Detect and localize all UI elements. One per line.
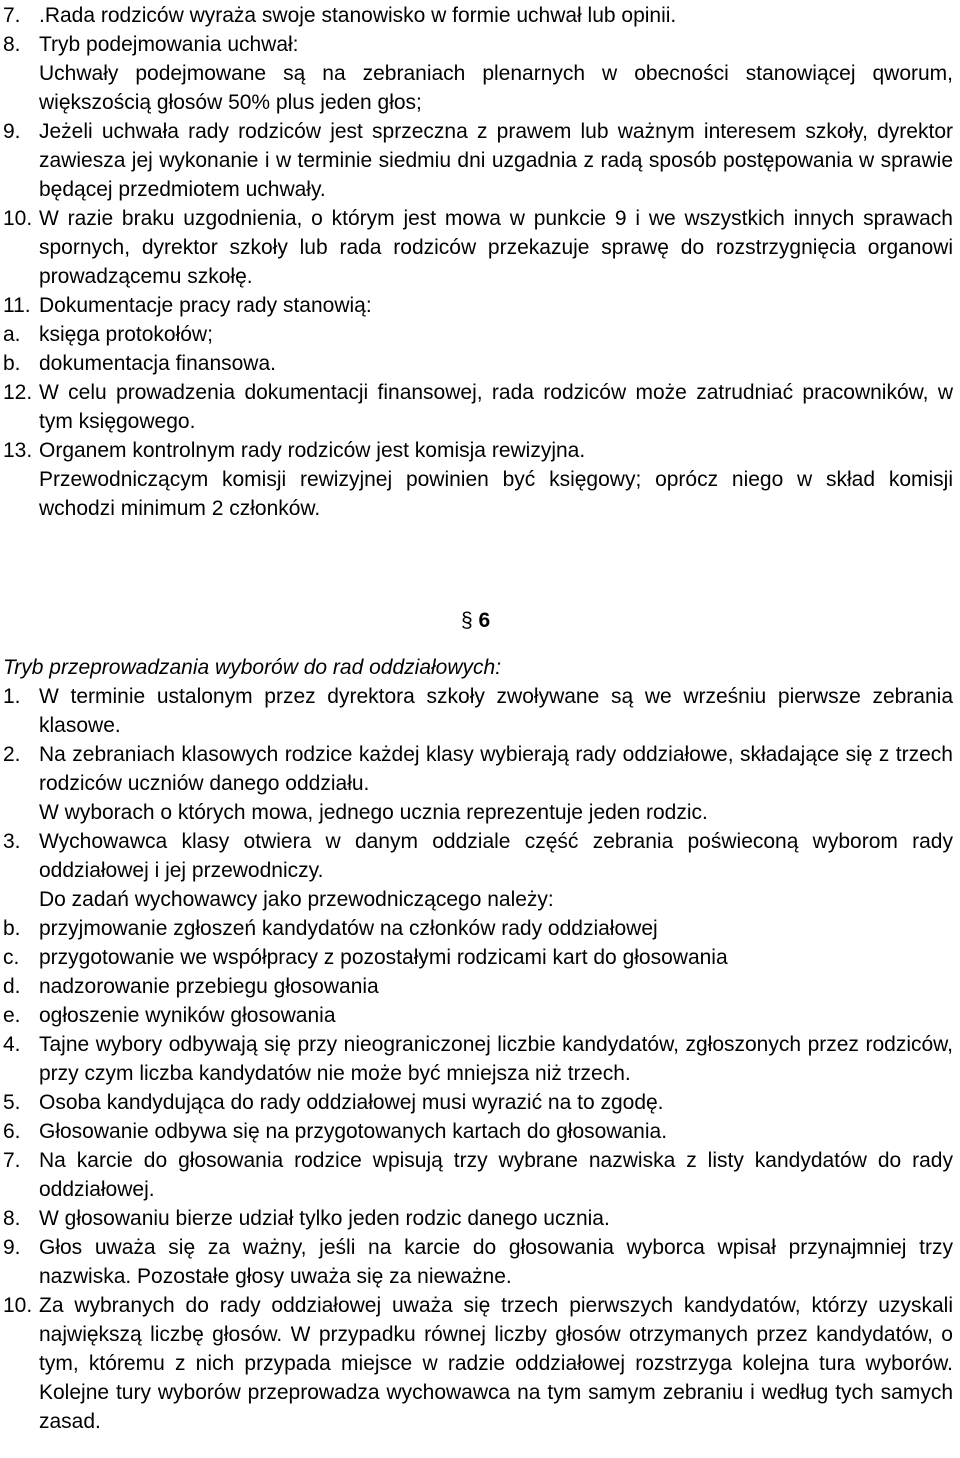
item-text: Dokumentacje pracy rady stanowią: bbox=[39, 294, 372, 317]
list-item bbox=[3, 972, 953, 1001]
list-item bbox=[3, 682, 953, 740]
item-number: 7. bbox=[3, 1149, 21, 1172]
item-continuation: Do zadań wychowawcy jako przewodniczącego należy: bbox=[39, 888, 554, 911]
item-text: Na zebraniach klasowych rodzice każdej klasy wybierają rady oddziałowe, składające się z trzech rodziców uczniów danego oddziału. bbox=[39, 743, 953, 795]
item-text: W głosowaniu bierze udział tylko jeden rodzic danego ucznia. bbox=[39, 1207, 610, 1230]
item-number: 2. bbox=[3, 743, 21, 766]
list-item bbox=[3, 1117, 953, 1146]
list-item bbox=[3, 1204, 953, 1233]
list-item bbox=[3, 30, 953, 59]
item-number: 5. bbox=[3, 1091, 21, 1114]
item-text: Na karcie do głosowania rodzice wpisują trzy wybrane nazwiska z listy kandydatów do rady oddziałowej. bbox=[39, 1149, 953, 1201]
section-heading bbox=[3, 605, 953, 643]
item-number: 4. bbox=[3, 1033, 21, 1056]
item-text: Tajne wybory odbywają się przy nieograniczonej liczbie kandydatów, zgłoszonych przez rodziców, przy czym liczba kandydatów nie może być mniejsza niż trzech. bbox=[39, 1033, 953, 1085]
list-item bbox=[3, 291, 953, 320]
list-item bbox=[3, 1, 953, 30]
item-text: dokumentacja finansowa. bbox=[39, 352, 276, 375]
item-number: 6. bbox=[3, 1120, 21, 1143]
item-text: ogłoszenie wyników głosowania bbox=[39, 1004, 336, 1027]
item-text: nadzorowanie przebiegu głosowania bbox=[39, 975, 379, 998]
list-item bbox=[3, 1030, 953, 1088]
item-text: Tryb podejmowania uchwał: bbox=[39, 33, 299, 56]
item-number: 10. bbox=[3, 207, 33, 230]
item-number: 8. bbox=[3, 1207, 21, 1230]
item-text: Za wybranych do rady oddziałowej uważa się trzech pierwszych kandydatów, którzy uzyskali największą liczbę głosów. W przypadku równej liczby głosów otrzymanych przez kandydatów, o tym, któremu z nich przypada miejsce w radzie oddziałowej rozstrzyga kolejna tura wyborów. Kolejne tury wyborów przeprowadza wychowawca na tym samym zebraniu i według tych samych zasad. bbox=[39, 1294, 953, 1433]
item-text: księga protokołów; bbox=[39, 323, 213, 346]
item-letter: b. bbox=[3, 917, 21, 940]
list-item bbox=[3, 117, 953, 204]
list-item bbox=[3, 1233, 953, 1291]
item-number: 9. bbox=[3, 1236, 21, 1259]
item-letter: e. bbox=[3, 1004, 21, 1027]
list-item bbox=[3, 204, 953, 291]
item-text: W celu prowadzenia dokumentacji finansowej, rada rodziców może zatrudniać pracowników, w tym księgowego. bbox=[39, 381, 953, 433]
list-item bbox=[3, 1001, 953, 1030]
item-text: przyjmowanie zgłoszeń kandydatów na członków rady oddziałowej bbox=[39, 917, 658, 940]
item-number: 11. bbox=[3, 294, 31, 317]
list-item bbox=[3, 943, 953, 972]
item-text: Jeżeli uchwała rady rodziców jest sprzeczna z prawem lub ważnym interesem szkoły, dyrektor zawiesza jej wykonanie i w terminie siedmiu dni uzgadnia z radą sposób postępowania w sprawie będącej przedmiotem uchwały. bbox=[39, 120, 953, 201]
item-continuation: Przewodniczącym komisji rewizyjnej powinien być księgowy; oprócz niego w skład komisji wchodzi minimum 2 członków. bbox=[39, 468, 953, 520]
item-number: 10. bbox=[3, 1294, 33, 1317]
item-continuation: W wyborach o których mowa, jednego ucznia reprezentuje jeden rodzic. bbox=[39, 801, 708, 824]
item-number: 9. bbox=[3, 120, 21, 143]
list-item bbox=[3, 1088, 953, 1117]
item-number: 3. bbox=[3, 830, 21, 853]
item-text: przygotowanie we współpracy z pozostałymi rodzicami kart do głosowania bbox=[39, 946, 728, 969]
list-item bbox=[3, 914, 953, 943]
item-number: 12. bbox=[3, 381, 33, 404]
item-text: Głos uważa się za ważny, jeśli na karcie do głosowania wyborca wpisał przynajmniej trzy nazwiska. Pozostałe głosy uważa się za nieważne. bbox=[39, 1236, 953, 1288]
item-text: Organem kontrolnym rady rodziców jest komisja rewizyjna. bbox=[39, 439, 586, 462]
list-item bbox=[3, 436, 953, 465]
subheading: Tryb przeprowadzania wyborów do rad oddziałowych: bbox=[3, 656, 502, 679]
item-letter: c. bbox=[3, 946, 20, 969]
item-text: Głosowanie odbywa się na przygotowanych kartach do głosowania. bbox=[39, 1120, 668, 1143]
item-text: Wychowawca klasy otwiera w danym oddziale część zebrania poświeconą wyborom rady oddziałowej i jej przewodniczy. bbox=[39, 830, 953, 882]
list-item bbox=[3, 827, 953, 885]
item-letter: b. bbox=[3, 352, 21, 375]
item-continuation: Uchwały podejmowane są na zebraniach plenarnych w obecności stanowiącej qworum, większością głosów 50% plus jeden głos; bbox=[39, 62, 953, 114]
list-item bbox=[3, 1291, 953, 1436]
item-text: W terminie ustalonym przez dyrektora szkoły zwoływane są we wrześniu pierwsze zebrania klasowe. bbox=[39, 685, 953, 737]
list-item bbox=[3, 1146, 953, 1204]
item-text: .Rada rodziców wyraża swoje stanowisko w formie uchwał lub opinii. bbox=[39, 4, 677, 27]
item-text: W razie braku uzgodnienia, o którym jest mowa w punkcie 9 i we wszystkich innych sprawach spornych, dyrektor szkoły lub rada rodziców przekazuje sprawę do rozstrzygnięcia organowi prowadzącemu szkołę. bbox=[39, 207, 953, 288]
list-item bbox=[3, 320, 953, 349]
item-number: 1. bbox=[3, 685, 21, 708]
item-number: 7. bbox=[3, 4, 21, 27]
list-item bbox=[3, 740, 953, 798]
section-sign: § bbox=[461, 609, 473, 632]
list-item bbox=[3, 349, 953, 378]
item-number: 13. bbox=[3, 439, 33, 462]
item-number: 8. bbox=[3, 33, 21, 56]
list-item bbox=[3, 378, 953, 436]
item-letter: d. bbox=[3, 975, 21, 998]
item-text: Osoba kandydująca do rady oddziałowej musi wyrazić na to zgodę. bbox=[39, 1091, 664, 1114]
section-number: 6 bbox=[478, 609, 491, 632]
item-letter: a. bbox=[3, 323, 21, 346]
